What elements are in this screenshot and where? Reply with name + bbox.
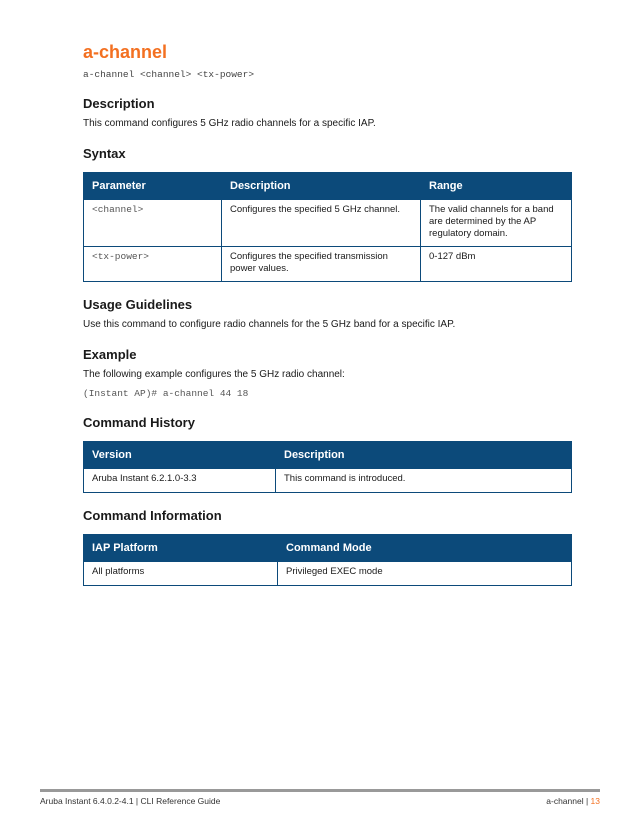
column-header-description: Description bbox=[222, 173, 421, 200]
table-row bbox=[84, 200, 572, 247]
table-row bbox=[84, 247, 572, 282]
column-header-description: Description bbox=[276, 442, 572, 469]
example-heading: Example bbox=[83, 347, 137, 362]
column-header-parameter: Parameter bbox=[84, 173, 222, 200]
description-cell: Configures the specified transmission power values. bbox=[222, 247, 421, 282]
footer-section-label: a-channel | bbox=[546, 796, 591, 806]
column-header-command-mode: Command Mode bbox=[278, 535, 572, 562]
syntax-table-header bbox=[84, 173, 572, 200]
history-table-header bbox=[84, 442, 572, 469]
info-table bbox=[83, 534, 572, 586]
column-header-version: Version bbox=[84, 442, 276, 469]
example-code: (Instant AP)# a-channel 44 18 bbox=[83, 388, 249, 399]
version-cell: Aruba Instant 6.2.1.0-3.3 bbox=[84, 469, 276, 493]
mode-cell: Privileged EXEC mode bbox=[278, 562, 572, 586]
command-syntax: a-channel <channel> <tx-power> bbox=[83, 69, 255, 80]
syntax-heading: Syntax bbox=[83, 146, 126, 161]
description-cell: This command is introduced. bbox=[276, 469, 572, 493]
page-title: a-channel bbox=[83, 42, 168, 62]
example-text: The following example configures the 5 GHz radio channel: bbox=[83, 369, 345, 380]
page-number: 13 bbox=[590, 796, 600, 806]
column-header-range: Range bbox=[421, 173, 572, 200]
table-row bbox=[84, 469, 572, 493]
description-heading: Description bbox=[83, 96, 155, 111]
footer-guide-title: Aruba Instant 6.4.0.2-4.1 | CLI Reference Guide bbox=[40, 796, 221, 806]
info-table-header bbox=[84, 535, 572, 562]
usage-text: Use this command to configure radio channels for the 5 GHz band for a specific IAP. bbox=[83, 319, 456, 330]
range-cell: The valid channels for a band are determined by the AP regulatory domain. bbox=[421, 200, 572, 247]
usage-heading: Usage Guidelines bbox=[83, 297, 193, 312]
table-row bbox=[84, 562, 572, 586]
parameter-cell: <tx-power> bbox=[84, 247, 222, 282]
column-header-iap-platform: IAP Platform bbox=[84, 535, 278, 562]
parameter-cell: <channel> bbox=[84, 200, 222, 247]
info-heading: Command Information bbox=[83, 508, 222, 523]
syntax-table bbox=[83, 172, 572, 282]
history-heading: Command History bbox=[83, 415, 195, 430]
footer-divider bbox=[40, 789, 600, 792]
page-content bbox=[83, 40, 571, 586]
history-table bbox=[83, 441, 572, 493]
range-cell: 0-127 dBm bbox=[421, 247, 572, 282]
description-cell: Configures the specified 5 GHz channel. bbox=[222, 200, 421, 247]
platform-cell: All platforms bbox=[84, 562, 278, 586]
description-text: This command configures 5 GHz radio channels for a specific IAP. bbox=[83, 118, 376, 129]
footer-page-info bbox=[546, 796, 600, 806]
